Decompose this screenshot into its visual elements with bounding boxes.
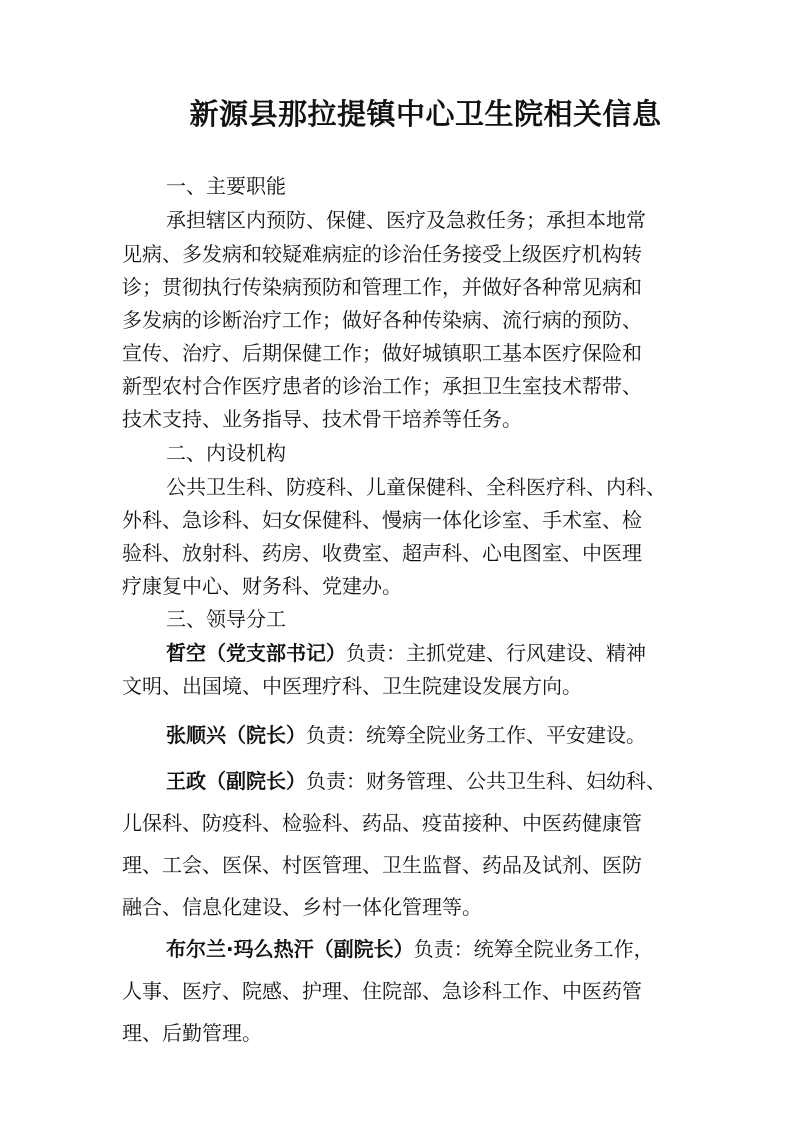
functions-line: 多发病的诊断治疗工作；做好各种传染病、流行病的预防、 — [122, 308, 642, 332]
functions-line: 新型农村合作医疗患者的诊治工作；承担卫生室技术帮带、 — [122, 374, 642, 398]
leader-entry — [166, 637, 646, 666]
leader-entry — [166, 719, 646, 748]
functions-line: 承担辖区内预防、保健、医疗及急救任务；承担本地常 — [166, 208, 646, 232]
leader-duty-line: 人事、医疗、院感、护理、住院部、急诊科工作、中医药管 — [122, 979, 642, 1003]
departments-line: 公共卫生科、防疫科、儿童保健科、全科医疗科、内科、 — [166, 475, 666, 499]
leader-duty: 负责：统筹全院业务工作、平安建设。 — [306, 723, 646, 747]
functions-line: 诊；贯彻执行传染病预防和管理工作，并做好各种常见病和 — [122, 275, 642, 299]
leader-duty-line: 融合、信息化建设、乡村一体化管理等。 — [122, 895, 482, 919]
departments-line: 外科、急诊科、妇女保健科、慢病一体化诊室、手术室、检 — [122, 508, 642, 532]
functions-line: 见病、多发病和较疑难病症的诊治任务接受上级医疗机构转 — [122, 242, 642, 266]
leader-duty-line: 文明、出国境、中医理疗科、卫生院建设发展方向。 — [122, 674, 582, 698]
leader-name: 晳空（党支部书记） — [166, 641, 346, 665]
section-heading-functions: 一、主要职能 — [166, 174, 286, 198]
leader-entry — [166, 933, 654, 962]
leader-duty: 负责：主抓党建、行风建设、精神 — [346, 641, 646, 665]
leader-entry — [166, 765, 666, 794]
section-heading-departments: 二、内设机构 — [166, 441, 286, 465]
leader-name: 张顺兴（院长） — [166, 723, 306, 747]
functions-line: 技术支持、业务指导、技术骨干培养等任务。 — [122, 407, 522, 431]
departments-line: 疗康复中心、财务科、党建办。 — [122, 574, 402, 598]
leader-duty-line: 儿保科、防疫科、检验科、药品、疫苗接种、中医药健康管 — [122, 811, 642, 835]
departments-line: 验科、放射科、药房、收费室、超声科、心电图室、中医理 — [122, 541, 642, 565]
page-title: 新源县那拉提镇中心卫生院相关信息 — [189, 97, 662, 131]
functions-line: 宣传、治疗、后期保健工作；做好城镇职工基本医疗保险和 — [122, 341, 642, 365]
leader-name: 布尔兰·玛么热汗（副院长） — [166, 937, 414, 961]
leader-duty: 负责：统筹全院业务工作， — [413, 937, 654, 961]
leader-name: 王政（副院长） — [166, 769, 306, 793]
leader-duty-line: 理、工会、医保、村医管理、卫生监督、药品及试剂、医防 — [122, 853, 642, 877]
leader-duty-line: 理、后勤管理。 — [122, 1021, 262, 1045]
section-heading-leadership: 三、领导分工 — [166, 607, 286, 631]
leader-duty: 负责：财务管理、公共卫生科、妇幼科、 — [306, 769, 666, 793]
